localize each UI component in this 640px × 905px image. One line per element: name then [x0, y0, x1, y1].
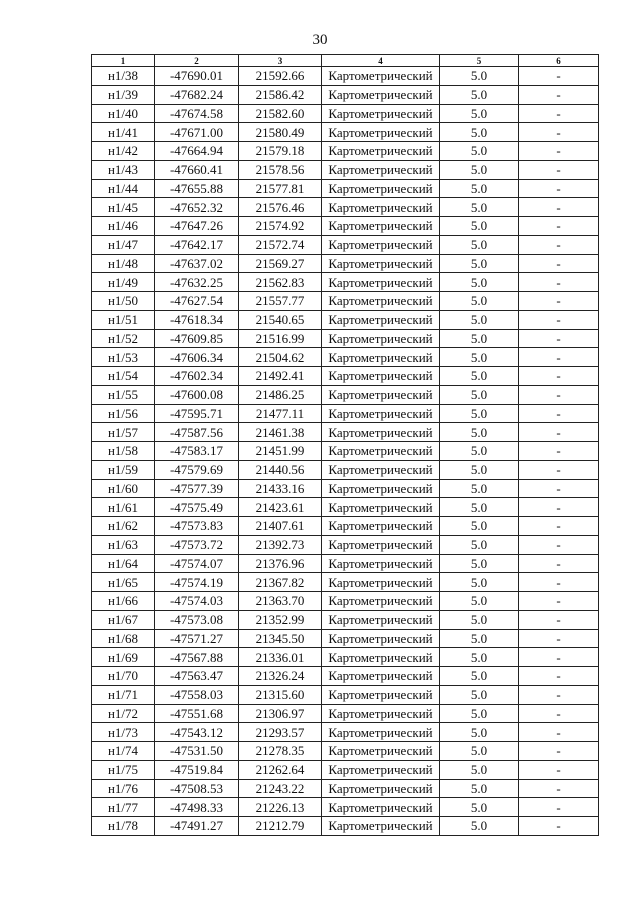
- note-cell: -: [519, 554, 599, 573]
- method-cell: Картометрический: [322, 704, 440, 723]
- table-row: [92, 554, 599, 573]
- accuracy-cell: 5.0: [440, 498, 519, 517]
- note-cell: -: [519, 385, 599, 404]
- method-cell: Картометрический: [322, 160, 440, 179]
- x-coordinate-cell: -47531.50: [155, 742, 239, 761]
- table-row: [92, 742, 599, 761]
- x-coordinate-cell: -47574.03: [155, 592, 239, 611]
- coordinates-table: [91, 54, 599, 836]
- method-cell: Картометрический: [322, 460, 440, 479]
- table-row: [92, 310, 599, 329]
- accuracy-cell: 5.0: [440, 629, 519, 648]
- y-coordinate-cell: 21580.49: [239, 123, 322, 142]
- table-row: [92, 273, 599, 292]
- note-cell: -: [519, 517, 599, 536]
- y-coordinate-cell: 21352.99: [239, 610, 322, 629]
- x-coordinate-cell: -47498.33: [155, 798, 239, 817]
- x-coordinate-cell: -47627.54: [155, 292, 239, 311]
- x-coordinate-cell: -47571.27: [155, 629, 239, 648]
- note-cell: -: [519, 629, 599, 648]
- x-coordinate-cell: -47577.39: [155, 479, 239, 498]
- y-coordinate-cell: 21486.25: [239, 385, 322, 404]
- x-coordinate-cell: -47664.94: [155, 142, 239, 161]
- y-coordinate-cell: 21423.61: [239, 498, 322, 517]
- point-id-cell: н1/55: [92, 385, 155, 404]
- method-cell: Картометрический: [322, 573, 440, 592]
- method-cell: Картометрический: [322, 273, 440, 292]
- y-coordinate-cell: 21504.62: [239, 348, 322, 367]
- x-coordinate-cell: -47674.58: [155, 104, 239, 123]
- x-coordinate-cell: -47632.25: [155, 273, 239, 292]
- x-coordinate-cell: -47595.71: [155, 404, 239, 423]
- point-id-cell: н1/56: [92, 404, 155, 423]
- x-coordinate-cell: -47655.88: [155, 179, 239, 198]
- x-coordinate-cell: -47682.24: [155, 85, 239, 104]
- point-id-cell: н1/74: [92, 742, 155, 761]
- y-coordinate-cell: 21572.74: [239, 235, 322, 254]
- accuracy-cell: 5.0: [440, 292, 519, 311]
- y-coordinate-cell: 21262.64: [239, 760, 322, 779]
- point-id-cell: н1/38: [92, 67, 155, 86]
- accuracy-cell: 5.0: [440, 310, 519, 329]
- column-header-3: 3: [239, 55, 322, 67]
- table-row: [92, 104, 599, 123]
- table-row: [92, 329, 599, 348]
- point-id-cell: н1/72: [92, 704, 155, 723]
- y-coordinate-cell: 21579.18: [239, 142, 322, 161]
- note-cell: -: [519, 310, 599, 329]
- x-coordinate-cell: -47660.41: [155, 160, 239, 179]
- y-coordinate-cell: 21336.01: [239, 648, 322, 667]
- note-cell: -: [519, 123, 599, 142]
- point-id-cell: н1/46: [92, 217, 155, 236]
- point-id-cell: н1/58: [92, 442, 155, 461]
- y-coordinate-cell: 21212.79: [239, 817, 322, 836]
- note-cell: -: [519, 85, 599, 104]
- accuracy-cell: 5.0: [440, 329, 519, 348]
- table-row: [92, 573, 599, 592]
- accuracy-cell: 5.0: [440, 554, 519, 573]
- x-coordinate-cell: -47637.02: [155, 254, 239, 273]
- method-cell: Картометрический: [322, 723, 440, 742]
- x-coordinate-cell: -47574.19: [155, 573, 239, 592]
- table-row: [92, 723, 599, 742]
- accuracy-cell: 5.0: [440, 817, 519, 836]
- x-coordinate-cell: -47491.27: [155, 817, 239, 836]
- method-cell: Картометрический: [322, 554, 440, 573]
- accuracy-cell: 5.0: [440, 723, 519, 742]
- y-coordinate-cell: 21516.99: [239, 329, 322, 348]
- x-coordinate-cell: -47558.03: [155, 685, 239, 704]
- x-coordinate-cell: -47671.00: [155, 123, 239, 142]
- note-cell: -: [519, 198, 599, 217]
- y-coordinate-cell: 21451.99: [239, 442, 322, 461]
- method-cell: Картометрический: [322, 329, 440, 348]
- table-row: [92, 648, 599, 667]
- accuracy-cell: 5.0: [440, 235, 519, 254]
- y-coordinate-cell: 21243.22: [239, 779, 322, 798]
- table-row: [92, 479, 599, 498]
- note-cell: -: [519, 610, 599, 629]
- method-cell: Картометрический: [322, 517, 440, 536]
- point-id-cell: н1/47: [92, 235, 155, 254]
- accuracy-cell: 5.0: [440, 67, 519, 86]
- accuracy-cell: 5.0: [440, 198, 519, 217]
- point-id-cell: н1/66: [92, 592, 155, 611]
- accuracy-cell: 5.0: [440, 273, 519, 292]
- accuracy-cell: 5.0: [440, 592, 519, 611]
- y-coordinate-cell: 21562.83: [239, 273, 322, 292]
- y-coordinate-cell: 21315.60: [239, 685, 322, 704]
- note-cell: -: [519, 273, 599, 292]
- accuracy-cell: 5.0: [440, 404, 519, 423]
- note-cell: -: [519, 573, 599, 592]
- accuracy-cell: 5.0: [440, 573, 519, 592]
- point-id-cell: н1/43: [92, 160, 155, 179]
- table-row: [92, 592, 599, 611]
- point-id-cell: н1/59: [92, 460, 155, 479]
- method-cell: Картометрический: [322, 348, 440, 367]
- method-cell: Картометрический: [322, 798, 440, 817]
- y-coordinate-cell: 21557.77: [239, 292, 322, 311]
- x-coordinate-cell: -47587.56: [155, 423, 239, 442]
- y-coordinate-cell: 21226.13: [239, 798, 322, 817]
- y-coordinate-cell: 21577.81: [239, 179, 322, 198]
- x-coordinate-cell: -47508.53: [155, 779, 239, 798]
- method-cell: Картометрический: [322, 235, 440, 254]
- x-coordinate-cell: -47609.85: [155, 329, 239, 348]
- y-coordinate-cell: 21576.46: [239, 198, 322, 217]
- y-coordinate-cell: 21586.42: [239, 85, 322, 104]
- table-row: [92, 442, 599, 461]
- x-coordinate-cell: -47574.07: [155, 554, 239, 573]
- table-row: [92, 404, 599, 423]
- method-cell: Картометрический: [322, 179, 440, 198]
- x-coordinate-cell: -47567.88: [155, 648, 239, 667]
- point-id-cell: н1/42: [92, 142, 155, 161]
- note-cell: -: [519, 348, 599, 367]
- accuracy-cell: 5.0: [440, 348, 519, 367]
- table-row: [92, 348, 599, 367]
- accuracy-cell: 5.0: [440, 704, 519, 723]
- accuracy-cell: 5.0: [440, 667, 519, 686]
- table-row: [92, 254, 599, 273]
- accuracy-cell: 5.0: [440, 123, 519, 142]
- accuracy-cell: 5.0: [440, 142, 519, 161]
- x-coordinate-cell: -47573.72: [155, 535, 239, 554]
- note-cell: -: [519, 179, 599, 198]
- note-cell: -: [519, 235, 599, 254]
- method-cell: Картометрический: [322, 292, 440, 311]
- x-coordinate-cell: -47543.12: [155, 723, 239, 742]
- y-coordinate-cell: 21477.11: [239, 404, 322, 423]
- note-cell: -: [519, 292, 599, 311]
- note-cell: -: [519, 460, 599, 479]
- x-coordinate-cell: -47575.49: [155, 498, 239, 517]
- y-coordinate-cell: 21540.65: [239, 310, 322, 329]
- method-cell: Картометрический: [322, 85, 440, 104]
- table-row: [92, 217, 599, 236]
- accuracy-cell: 5.0: [440, 179, 519, 198]
- y-coordinate-cell: 21392.73: [239, 535, 322, 554]
- accuracy-cell: 5.0: [440, 442, 519, 461]
- table-row: [92, 160, 599, 179]
- accuracy-cell: 5.0: [440, 104, 519, 123]
- method-cell: Картометрический: [322, 667, 440, 686]
- note-cell: -: [519, 723, 599, 742]
- note-cell: -: [519, 685, 599, 704]
- note-cell: -: [519, 104, 599, 123]
- y-coordinate-cell: 21578.56: [239, 160, 322, 179]
- method-cell: Картометрический: [322, 592, 440, 611]
- accuracy-cell: 5.0: [440, 610, 519, 629]
- accuracy-cell: 5.0: [440, 742, 519, 761]
- note-cell: -: [519, 760, 599, 779]
- y-coordinate-cell: 21363.70: [239, 592, 322, 611]
- point-id-cell: н1/54: [92, 367, 155, 386]
- accuracy-cell: 5.0: [440, 798, 519, 817]
- accuracy-cell: 5.0: [440, 460, 519, 479]
- page-number: 30: [312, 32, 328, 48]
- column-header-2: 2: [155, 55, 239, 67]
- method-cell: Картометрический: [322, 498, 440, 517]
- y-coordinate-cell: 21306.97: [239, 704, 322, 723]
- accuracy-cell: 5.0: [440, 648, 519, 667]
- table-row: [92, 179, 599, 198]
- method-cell: Картометрический: [322, 310, 440, 329]
- note-cell: -: [519, 442, 599, 461]
- table-row: [92, 760, 599, 779]
- point-id-cell: н1/48: [92, 254, 155, 273]
- point-id-cell: н1/45: [92, 198, 155, 217]
- table-row: [92, 779, 599, 798]
- x-coordinate-cell: -47600.08: [155, 385, 239, 404]
- note-cell: -: [519, 367, 599, 386]
- method-cell: Картометрический: [322, 123, 440, 142]
- accuracy-cell: 5.0: [440, 517, 519, 536]
- method-cell: Картометрический: [322, 760, 440, 779]
- point-id-cell: н1/57: [92, 423, 155, 442]
- column-header-5: 5: [440, 55, 519, 67]
- accuracy-cell: 5.0: [440, 423, 519, 442]
- table-row: [92, 292, 599, 311]
- method-cell: Картометрический: [322, 217, 440, 236]
- point-id-cell: н1/68: [92, 629, 155, 648]
- table-row: [92, 685, 599, 704]
- note-cell: -: [519, 648, 599, 667]
- table-row: [92, 535, 599, 554]
- x-coordinate-cell: -47573.08: [155, 610, 239, 629]
- point-id-cell: н1/51: [92, 310, 155, 329]
- note-cell: -: [519, 329, 599, 348]
- method-cell: Картометрический: [322, 367, 440, 386]
- note-cell: -: [519, 479, 599, 498]
- note-cell: -: [519, 704, 599, 723]
- y-coordinate-cell: 21407.61: [239, 517, 322, 536]
- x-coordinate-cell: -47618.34: [155, 310, 239, 329]
- y-coordinate-cell: 21326.24: [239, 667, 322, 686]
- accuracy-cell: 5.0: [440, 779, 519, 798]
- point-id-cell: н1/64: [92, 554, 155, 573]
- accuracy-cell: 5.0: [440, 535, 519, 554]
- point-id-cell: н1/73: [92, 723, 155, 742]
- x-coordinate-cell: -47573.83: [155, 517, 239, 536]
- x-coordinate-cell: -47563.47: [155, 667, 239, 686]
- accuracy-cell: 5.0: [440, 254, 519, 273]
- note-cell: -: [519, 779, 599, 798]
- accuracy-cell: 5.0: [440, 160, 519, 179]
- x-coordinate-cell: -47606.34: [155, 348, 239, 367]
- table-row: [92, 85, 599, 104]
- table-row: [92, 817, 599, 836]
- y-coordinate-cell: 21461.38: [239, 423, 322, 442]
- table-row: [92, 423, 599, 442]
- point-id-cell: н1/77: [92, 798, 155, 817]
- column-header-1: 1: [92, 55, 155, 67]
- method-cell: Картометрический: [322, 385, 440, 404]
- method-cell: Картометрический: [322, 648, 440, 667]
- method-cell: Картометрический: [322, 198, 440, 217]
- point-id-cell: н1/40: [92, 104, 155, 123]
- method-cell: Картометрический: [322, 442, 440, 461]
- y-coordinate-cell: 21582.60: [239, 104, 322, 123]
- point-id-cell: н1/65: [92, 573, 155, 592]
- note-cell: -: [519, 817, 599, 836]
- method-cell: Картометрический: [322, 535, 440, 554]
- point-id-cell: н1/78: [92, 817, 155, 836]
- method-cell: Картометрический: [322, 479, 440, 498]
- note-cell: -: [519, 67, 599, 86]
- method-cell: Картометрический: [322, 423, 440, 442]
- method-cell: Картометрический: [322, 817, 440, 836]
- table-row: [92, 704, 599, 723]
- note-cell: -: [519, 592, 599, 611]
- table-row: [92, 367, 599, 386]
- method-cell: Картометрический: [322, 685, 440, 704]
- method-cell: Картометрический: [322, 404, 440, 423]
- note-cell: -: [519, 404, 599, 423]
- accuracy-cell: 5.0: [440, 385, 519, 404]
- y-coordinate-cell: 21433.16: [239, 479, 322, 498]
- table-row: [92, 235, 599, 254]
- table-row: [92, 629, 599, 648]
- point-id-cell: н1/52: [92, 329, 155, 348]
- x-coordinate-cell: -47690.01: [155, 67, 239, 86]
- note-cell: -: [519, 160, 599, 179]
- point-id-cell: н1/39: [92, 85, 155, 104]
- y-coordinate-cell: 21278.35: [239, 742, 322, 761]
- table-row: [92, 385, 599, 404]
- header-row: [92, 55, 599, 67]
- note-cell: -: [519, 798, 599, 817]
- method-cell: Картометрический: [322, 67, 440, 86]
- point-id-cell: н1/60: [92, 479, 155, 498]
- table-row: [92, 798, 599, 817]
- table-row: [92, 667, 599, 686]
- point-id-cell: н1/50: [92, 292, 155, 311]
- point-id-cell: н1/61: [92, 498, 155, 517]
- point-id-cell: н1/67: [92, 610, 155, 629]
- accuracy-cell: 5.0: [440, 479, 519, 498]
- point-id-cell: н1/63: [92, 535, 155, 554]
- accuracy-cell: 5.0: [440, 217, 519, 236]
- method-cell: Картометрический: [322, 142, 440, 161]
- x-coordinate-cell: -47642.17: [155, 235, 239, 254]
- column-header-4: 4: [322, 55, 440, 67]
- point-id-cell: н1/75: [92, 760, 155, 779]
- note-cell: -: [519, 254, 599, 273]
- method-cell: Картометрический: [322, 742, 440, 761]
- note-cell: -: [519, 142, 599, 161]
- x-coordinate-cell: -47652.32: [155, 198, 239, 217]
- accuracy-cell: 5.0: [440, 685, 519, 704]
- note-cell: -: [519, 535, 599, 554]
- note-cell: -: [519, 742, 599, 761]
- table-row: [92, 67, 599, 86]
- table-row: [92, 498, 599, 517]
- y-coordinate-cell: 21569.27: [239, 254, 322, 273]
- column-header-6: 6: [519, 55, 599, 67]
- accuracy-cell: 5.0: [440, 760, 519, 779]
- point-id-cell: н1/76: [92, 779, 155, 798]
- method-cell: Картометрический: [322, 629, 440, 648]
- table-row: [92, 610, 599, 629]
- point-id-cell: н1/49: [92, 273, 155, 292]
- point-id-cell: н1/69: [92, 648, 155, 667]
- method-cell: Картометрический: [322, 104, 440, 123]
- method-cell: Картометрический: [322, 610, 440, 629]
- table-body: [92, 67, 599, 836]
- accuracy-cell: 5.0: [440, 85, 519, 104]
- table-row: [92, 123, 599, 142]
- x-coordinate-cell: -47602.34: [155, 367, 239, 386]
- point-id-cell: н1/62: [92, 517, 155, 536]
- y-coordinate-cell: 21293.57: [239, 723, 322, 742]
- y-coordinate-cell: 21367.82: [239, 573, 322, 592]
- note-cell: -: [519, 498, 599, 517]
- table-row: [92, 198, 599, 217]
- note-cell: -: [519, 423, 599, 442]
- method-cell: Картометрический: [322, 779, 440, 798]
- note-cell: -: [519, 217, 599, 236]
- y-coordinate-cell: 21440.56: [239, 460, 322, 479]
- accuracy-cell: 5.0: [440, 367, 519, 386]
- x-coordinate-cell: -47583.17: [155, 442, 239, 461]
- y-coordinate-cell: 21574.92: [239, 217, 322, 236]
- note-cell: -: [519, 667, 599, 686]
- method-cell: Картометрический: [322, 254, 440, 273]
- y-coordinate-cell: 21345.50: [239, 629, 322, 648]
- x-coordinate-cell: -47519.84: [155, 760, 239, 779]
- point-id-cell: н1/44: [92, 179, 155, 198]
- x-coordinate-cell: -47551.68: [155, 704, 239, 723]
- y-coordinate-cell: 21592.66: [239, 67, 322, 86]
- y-coordinate-cell: 21492.41: [239, 367, 322, 386]
- x-coordinate-cell: -47647.26: [155, 217, 239, 236]
- point-id-cell: н1/71: [92, 685, 155, 704]
- table-row: [92, 142, 599, 161]
- x-coordinate-cell: -47579.69: [155, 460, 239, 479]
- point-id-cell: н1/70: [92, 667, 155, 686]
- point-id-cell: н1/41: [92, 123, 155, 142]
- y-coordinate-cell: 21376.96: [239, 554, 322, 573]
- table-row: [92, 460, 599, 479]
- point-id-cell: н1/53: [92, 348, 155, 367]
- table-row: [92, 517, 599, 536]
